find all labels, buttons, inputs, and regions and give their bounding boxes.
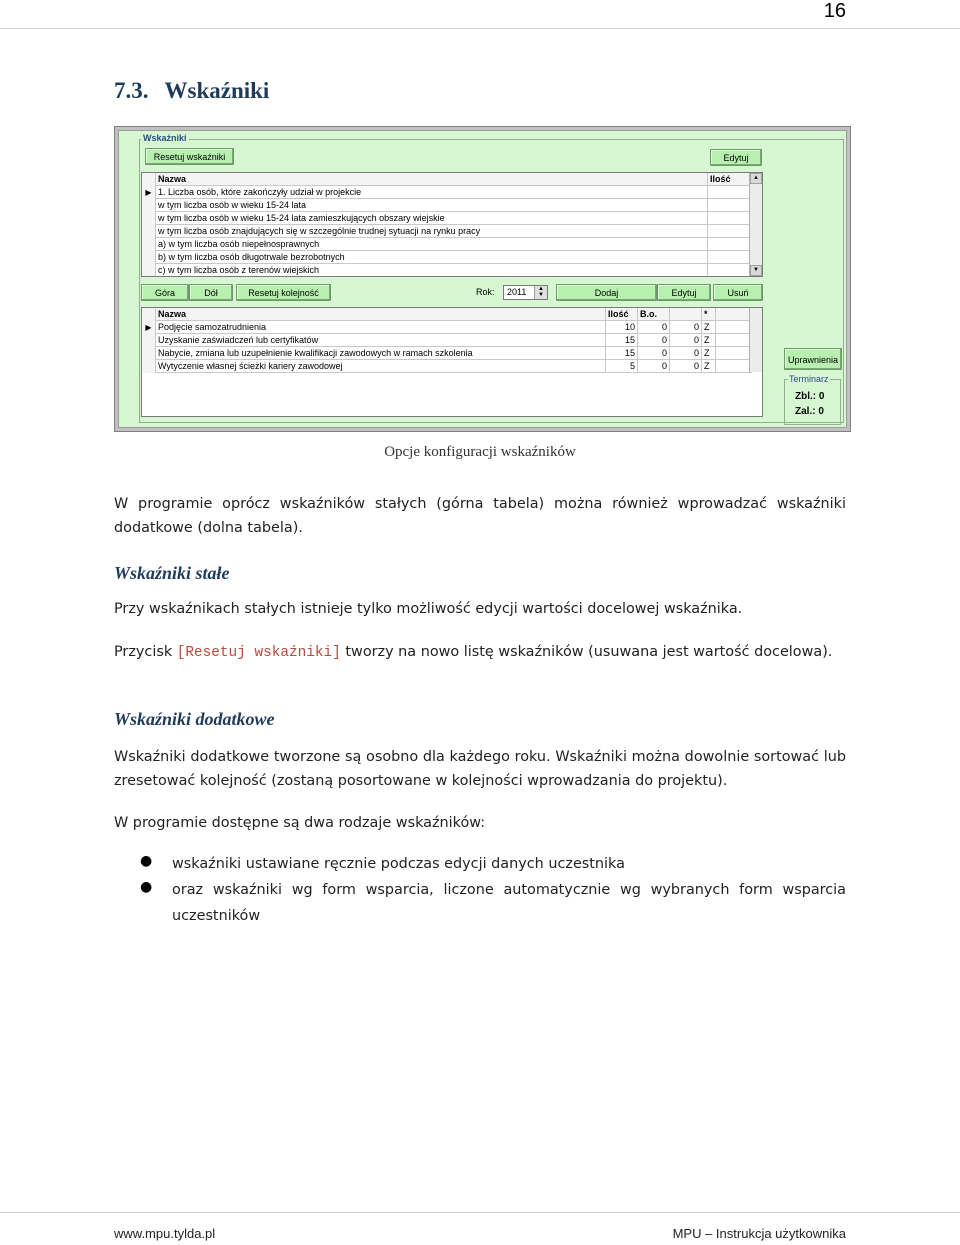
edit-button[interactable]: Edytuj xyxy=(657,284,711,301)
table-row[interactable]: Wytyczenie własnej ścieżki kariery zawodowej 5 0 0 Z xyxy=(142,360,752,373)
bullet-icon: ● xyxy=(140,853,153,869)
table-row[interactable]: b) w tym liczba osób długotrwale bezrobotnych xyxy=(142,251,752,264)
column-header-name: Nazwa xyxy=(156,173,708,186)
spin-arrows-icon[interactable]: ▲ ▼ xyxy=(534,286,547,299)
schedule-zbl: Zbl.: 0 xyxy=(795,391,825,402)
section-heading xyxy=(114,78,285,104)
additional-indicators-table[interactable] xyxy=(141,307,763,417)
vertical-scrollbar[interactable] xyxy=(749,173,762,276)
additional-indicators-paragraph: Wskaźniki dodatkowe tworzone są osobno dla każdego roku. Wskaźniki można dowolnie sortować lub zresetować kolejność (zostaną posortowane w kolejności wprowadzania do projektu). xyxy=(114,749,846,789)
year-label: Rok: xyxy=(476,287,495,297)
header-divider xyxy=(0,28,960,29)
list-item: oraz wskaźniki wg form wsparcia, liczone automatycznie wg wybranych form wsparcia uczestników xyxy=(172,882,846,924)
vertical-scrollbar[interactable] xyxy=(749,308,762,372)
table-row[interactable]: Uzyskanie zaświadczeń lub certyfikatów 15 0 0 Z xyxy=(142,334,752,347)
reset-button-reference: [Resetuj wskaźniki] xyxy=(176,645,341,661)
list-item: wskaźniki ustawiane ręcznie podczas edycji danych uczestnika xyxy=(172,856,625,872)
row-indicator-icon: ▶ xyxy=(142,321,156,334)
column-header-name: Nazwa xyxy=(156,308,606,321)
schedule-zal: Zal.: 0 xyxy=(795,406,824,417)
table-row[interactable]: ▶ 1. Liczba osób, które zakończyły udział w projekcie xyxy=(142,186,752,199)
row-indicator-icon: ▶ xyxy=(142,186,156,199)
additional-indicators-heading: Wskaźniki dodatkowe xyxy=(114,709,275,729)
footer-title: MPU – Instrukcja użytkownika xyxy=(672,1226,846,1241)
move-down-button[interactable]: Dół xyxy=(189,284,233,301)
scroll-down-icon[interactable]: ▼ xyxy=(750,265,762,276)
table-row[interactable]: w tym liczba osób znajdujących się w szczególnie trudnej sytuacji na rynku pracy xyxy=(142,225,752,238)
footer-divider xyxy=(0,1212,960,1213)
table-row[interactable]: c) w tym liczba osób z terenów wiejskich xyxy=(142,264,752,277)
footer-website: www.mpu.tylda.pl xyxy=(114,1226,216,1241)
indicators-window xyxy=(114,126,851,432)
fixed-indicators-paragraph: Przy wskaźnikach stałych istnieje tylko możliwość edycji wartości docelowej wskaźnika. xyxy=(114,601,743,617)
types-paragraph: W programie dostępne są dwa rodzaje wskaźników: xyxy=(114,815,486,831)
section-number: 7.3. xyxy=(114,78,149,103)
fixed-indicators-table[interactable] xyxy=(141,172,763,277)
table-row[interactable]: w tym liczba osób w wieku 15-24 lata zamieszkujących obszary wiejskie xyxy=(142,212,752,225)
page-number: 16 xyxy=(823,0,846,22)
schedule-groupbox xyxy=(784,379,841,425)
reset-paragraph: Przycisk [Resetuj wskaźniki] tworzy na nowo listę wskaźników (usuwana jest wartość docelowa). xyxy=(114,644,833,661)
year-value: 2011 xyxy=(507,287,527,297)
schedule-legend: Terminarz xyxy=(789,374,829,384)
table-row[interactable]: w tym liczba osób w wieku 15-24 lata xyxy=(142,199,752,212)
table-row[interactable]: ▶ Podjęcie samozatrudnienia 10 0 0 Z xyxy=(142,321,752,334)
bullet-icon: ● xyxy=(140,879,153,895)
column-header-qty: Ilość xyxy=(606,308,638,321)
edit-top-button[interactable]: Edytuj xyxy=(710,149,762,166)
scroll-up-icon[interactable]: ▲ xyxy=(750,173,762,184)
permissions-button[interactable]: Uprawnienia xyxy=(784,348,842,370)
fixed-indicators-heading: Wskaźniki stałe xyxy=(114,563,230,583)
figure-caption: Opcje konfiguracji wskaźników xyxy=(384,444,576,460)
column-header-bo: B.o. xyxy=(638,308,670,321)
move-up-button[interactable]: Góra xyxy=(141,284,189,301)
intro-paragraph: W programie oprócz wskaźników stałych (górna tabela) można również wprowadzać wskaźniki dodatkowe (dolna tabela). xyxy=(114,496,846,536)
reset-indicators-button[interactable]: Resetuj wskaźniki xyxy=(145,148,234,165)
section-title: Wskaźniki xyxy=(164,78,270,103)
table-row[interactable]: Nabycie, zmiana lub uzupełnienie kwalifikacji zawodowych w ramach szkolenia 15 0 0 Z xyxy=(142,347,752,360)
groupbox-legend: Wskaźniki xyxy=(143,133,187,143)
table-row[interactable]: a) w tym liczba osób niepełnosprawnych xyxy=(142,238,752,251)
table-header xyxy=(142,173,752,186)
window-body xyxy=(118,130,847,428)
delete-button[interactable]: Usuń xyxy=(713,284,763,301)
reset-order-button[interactable]: Resetuj kolejność xyxy=(236,284,331,301)
table-header xyxy=(142,308,752,321)
column-header-star: * xyxy=(702,308,716,321)
year-spinner[interactable] xyxy=(503,285,548,300)
add-button[interactable]: Dodaj xyxy=(556,284,657,301)
column-header-qty: Ilość xyxy=(708,173,752,186)
